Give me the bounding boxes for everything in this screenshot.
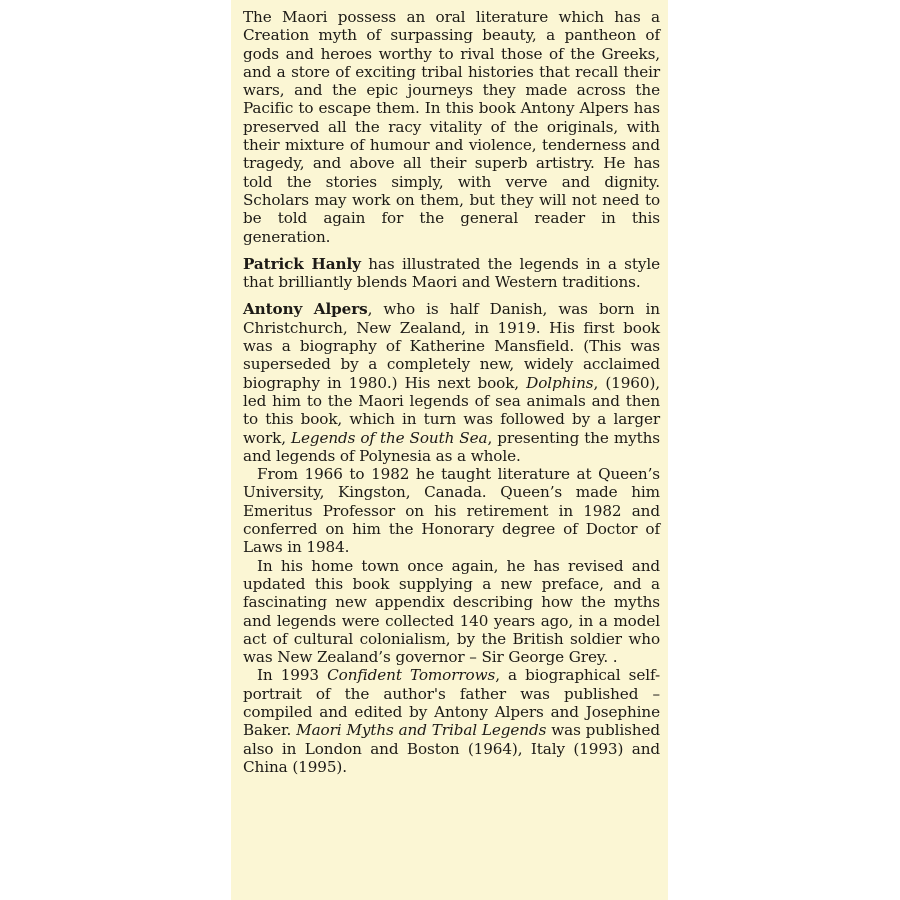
later-paragraph xyxy=(243,666,660,776)
later-text-2: , a biographical self-portrait of the author's father was published – compiled and edited by Antony Alpers and Josephine Baker. xyxy=(243,666,660,740)
back-cover-blurb xyxy=(231,0,668,900)
author-name: Antony Alpers xyxy=(243,300,368,319)
author-text-3: , presenting the myths and legends of Polynesia as a whole. xyxy=(243,428,660,465)
illustrator-text: has illustrated the legends in a style that brilliantly blends Maori and Western traditions. xyxy=(243,254,660,292)
book-title-legends: Legends of the South Sea xyxy=(290,428,488,447)
later-text-3: was published also in London and Boston (1964), Italy (1993) and China (1995). xyxy=(243,721,660,776)
book-title-confident-tomorrows: Confident Tomorrows xyxy=(327,666,496,685)
author-text-2: , (1960), led him to the Maori legends of sea animals and then to this book, which in turn was followed by a larger work, xyxy=(243,373,660,447)
illustrator-paragraph xyxy=(243,255,660,292)
book-title-dolphins: Dolphins xyxy=(526,373,594,392)
author-paragraph xyxy=(243,300,660,465)
revision-paragraph: In his home town once again, he has revised and updated this book supplying a new preface, and a fascinating new appendix describing how the myths and legends were collected 140 years ago, in a model act of cultural colonialism, by the British soldier who was New Zealand’s governor – Sir George Grey. . xyxy=(243,556,660,667)
later-text-1: In 1993 xyxy=(257,666,328,685)
illustrator-name: Patrick Hanly xyxy=(243,254,361,273)
intro-paragraph: The Maori possess an oral literature which has a Creation myth of surpassing beauty, a pantheon of gods and heroes worthy to rival those of the Greeks, and a store of exciting tribal histories that recall their wars, and the epic journeys they made across the Pacific to escape them. In this book Antony Alpers has preserved all the racy vitality of the originals, with their mixture of humour and violence, tenderness and tragedy, and above all their superb artistry. He has told the stories simply, with verve and dignity. Scholars may work on them, but they will not need to be told again for the general reader in this generation. xyxy=(243,8,660,246)
author-text-1: , who is half Danish, was born in Christchurch, New Zealand, in 1919. His first book was a biography of Katherine Mansfield. (This was superseded by a completely new, widely acclaimed biography in 1980.) His next book, xyxy=(243,300,660,392)
teaching-paragraph: From 1966 to 1982 he taught literature at Queen’s University, Kingston, Canada. Queen’s made him Emeritus Professor on his retirement in 1982 and conferred on him the Honorary degree of Doctor of Laws in 1984. xyxy=(243,465,660,557)
book-title-maori-myths: Maori Myths and Tribal Legends xyxy=(296,721,547,740)
